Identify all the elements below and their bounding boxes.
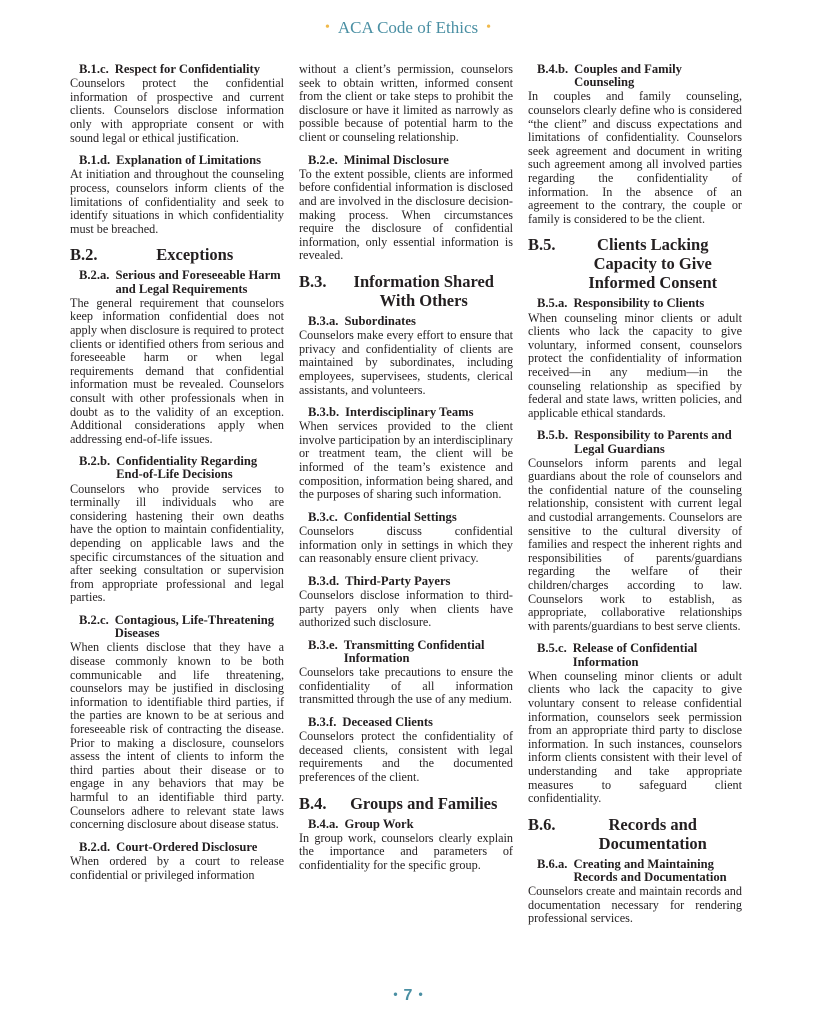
section-title: Responsibility to Clients: [573, 296, 705, 311]
subsection-heading: [308, 716, 513, 729]
section-title: Confidentiality Regarding End-of-Life Decisions: [116, 454, 258, 482]
body-paragraph: When counseling minor clients or adult clients who lack the capacity to give voluntary, informed consent, counselors protect the confidentiality of information received—in any medium—in the counseling relationship as specified by federal and state laws, written policies, and applicable ethical standards.: [528, 310, 742, 420]
section-title: Contagious, Life-Threatening Diseases: [114, 613, 275, 641]
section-title: Interdisciplinary Teams: [345, 405, 474, 420]
section-title: Subordinates: [344, 313, 416, 328]
subsection-heading: [537, 63, 742, 89]
body-paragraph: When services provided to the client involve participation by an interdisciplinary or treatment team, the client will be informed of the team’s existence and composition, information being shared, and the purposes of sharing such information.: [299, 419, 513, 502]
section-code: B.5.: [528, 235, 556, 255]
section-code: B.2.c.: [79, 613, 109, 628]
section-code: B.5.b.: [537, 428, 569, 443]
body-paragraph: Counselors protect the confidential information of prospective and current clients. Counselors disclose information only with appropriate consent or with sound legal or ethical justification.: [70, 76, 284, 145]
subsection-heading: [79, 455, 284, 481]
section-title: Couples and Family Counseling: [574, 62, 682, 90]
section-title: Respect for Confidentiality: [114, 62, 261, 76]
header-title: ACA Code of Ethics: [337, 18, 479, 37]
section-title: Explanation of Limitations: [116, 153, 262, 168]
section-heading: [528, 815, 742, 853]
section-title: Court-Ordered Disclosure: [116, 839, 258, 854]
column-2: [299, 63, 513, 882]
column-3: [528, 63, 742, 935]
section-heading: [299, 272, 513, 310]
section-title: Release of Confidential Information: [572, 641, 698, 669]
section-title: Records and Documentation: [598, 814, 707, 853]
body-paragraph: Counselors discuss confidential information only in settings in which they can reasonably ensure client privacy.: [299, 524, 513, 566]
subsection-heading: [308, 511, 513, 524]
subsection-heading: [79, 154, 284, 167]
body-paragraph: Counselors protect the confidentiality of deceased clients, consistent with legal requirements and the documented preferences of the client.: [299, 729, 513, 784]
body-paragraph: Counselors who provide services to terminally ill individuals who are considering hastening their own deaths have the option to maintain confidentiality, depending on applicable laws and the specific circumstances of the situation and after seeking consultation or supervision from appropriate professional and legal parties.: [70, 481, 284, 605]
body-paragraph: When ordered by a court to release confidential or privileged information: [70, 853, 284, 882]
subsection-heading: [537, 858, 742, 884]
section-code: B.2.e.: [308, 152, 338, 167]
body-paragraph: Counselors make every effort to ensure that privacy and confidentiality of clients are maintained by subordinates, including employees, supervisees, students, clerical assistants, and volunteers.: [299, 328, 513, 397]
subsection-heading: [79, 63, 284, 76]
section-title: Serious and Foreseeable Harm and Legal Requirements: [115, 268, 281, 296]
section-code: B.4.a.: [308, 816, 339, 831]
body-paragraph: The general requirement that counselors keep information confidential does not apply when disclosure is required to protect clients or identified others from serious and foreseeable harm or when legal requirements demand that confidential information must be revealed. Counselors consult with other professionals when in doubt as to the validity of an exception. Additional considerations apply when addressing end-of-life issues.: [70, 295, 284, 446]
section-code: B.1.c.: [79, 62, 109, 76]
section-code: B.2.a.: [79, 268, 110, 283]
bullet-icon: •: [486, 20, 492, 35]
section-heading: [70, 245, 284, 264]
section-title: Minimal Disclosure: [343, 152, 449, 167]
section-code: B.2.: [70, 245, 98, 265]
section-code: B.3.a.: [308, 313, 339, 328]
body-paragraph: Counselors take precautions to ensure the confidentiality of all information transmitted through the use of any medium.: [299, 665, 513, 707]
section-title: Transmitting Confidential Information: [343, 637, 485, 666]
section-title: Information Shared With Others: [353, 271, 494, 310]
body-paragraph: Counselors inform parents and legal guardians about the role of counselors and the confidential nature of the counseling relationship, consistent with current legal and custodial arrangements. Counselors are sensitive to the cultural diversity of families and respect the inherent rights and responsibilities of parents/guardians regarding the welfare of their children/charges according to law. Counselors work to establish, as appropriate, collaborative relationships with parents/guardians to best serve clients.: [528, 455, 742, 633]
subsection-heading: [308, 575, 513, 588]
section-code: B.3.f.: [308, 715, 337, 730]
section-code: B.1.d.: [79, 153, 111, 168]
section-title: Confidential Settings: [343, 509, 457, 524]
section-title: Responsibility to Parents and Legal Guardians: [574, 428, 732, 456]
section-code: B.3.e.: [308, 637, 338, 652]
section-code: B.3.b.: [308, 405, 340, 420]
subsection-heading: [79, 269, 284, 295]
section-title: Group Work: [344, 816, 414, 831]
body-paragraph: without a client’s permission, counselors seek to obtain written, informed consent from the client or take steps to prohibit the disclosure or have it limited as narrowly as possible because of potential harm to the client or counseling relationship.: [299, 62, 513, 144]
section-code: B.3.d.: [308, 573, 340, 588]
subsection-heading: [308, 406, 513, 419]
section-title: Deceased Clients: [342, 715, 433, 730]
body-paragraph: In group work, counselors clearly explain the importance and parameters of confidentiality for the specific group.: [299, 830, 513, 872]
bullet-icon: •: [418, 987, 423, 1001]
body-paragraph: When counseling minor clients or adult clients who lack the capacity to give voluntary consent to release confidential information, counselors seek permission from an appropriate third party to disclose information. In such instances, counselors inform clients consistent with their level of understanding and take appropriate measures to safeguard client confidentiality.: [528, 668, 742, 806]
subsection-heading: [537, 297, 742, 310]
running-header: [0, 18, 816, 38]
section-code: B.5.c.: [537, 641, 567, 656]
subsection-heading: [537, 642, 742, 668]
body-paragraph: Counselors create and maintain records and documentation necessary for rendering professional services.: [528, 884, 742, 926]
bullet-icon: •: [324, 20, 330, 35]
section-title: Groups and Families: [350, 793, 498, 813]
section-code: B.6.: [528, 814, 556, 834]
subsection-heading: [308, 315, 513, 328]
bullet-icon: •: [393, 987, 398, 1001]
section-title: Third-Party Payers: [345, 573, 451, 588]
body-paragraph: In couples and family counseling, counselors clearly define who is considered “the client” and discuss expectations and limitations of confidentiality. Counselors seek agreement and document in writing such agreement among all involved parties regarding the confidentiality of information. In the absence of an agreement to the contrary, the couple or family is considered to be the client.: [528, 89, 742, 226]
column-1: [70, 63, 284, 891]
section-code: B.4.: [299, 793, 327, 813]
section-heading: [299, 794, 513, 813]
section-title: Clients Lacking Capacity to Give Informed Consent: [588, 235, 718, 293]
section-code: B.2.b.: [79, 454, 111, 469]
body-paragraph: At initiation and throughout the counseling process, counselors inform clients of the limitations of confidentiality and seek to identify situations in which confidentiality must be breached.: [70, 167, 284, 236]
section-code: B.3.c.: [308, 509, 338, 524]
subsection-heading: [537, 429, 742, 455]
section-code: B.4.b.: [537, 62, 569, 76]
section-heading: [528, 235, 742, 292]
page-footer: [0, 987, 816, 1005]
body-paragraph: When clients disclose that they have a disease commonly known to be both communicable and life threatening, counselors may be justified in disclosing information to identifiable third parties, if the parties are known to be at serious and foreseeable risk of contracting the disease. Prior to making a disclosure, counselors assess the intent of clients to inform the third parties about their disease or to engage in any behaviors that may be harmful to an identifiable third party. Counselors adhere to relevant state laws concerning disclosure about disease status.: [70, 640, 284, 832]
subsection-heading: [79, 841, 284, 854]
page-number: 7: [403, 987, 413, 1004]
body-paragraph: To the extent possible, clients are informed before confidential information is disclosed and are involved in the disclosure decision-making process. When circumstances require the disclosure of confidential information, only essential information is revealed.: [299, 166, 513, 263]
body-paragraph: Counselors disclose information to third-party payers only when clients have authorized such disclosure.: [299, 588, 513, 630]
subsection-heading: [308, 818, 513, 831]
subsection-heading: [308, 639, 513, 665]
section-title: Exceptions: [156, 245, 234, 265]
section-code: B.5.a.: [537, 296, 568, 311]
subsection-heading: [79, 614, 284, 640]
section-code: B.2.d.: [79, 839, 111, 854]
section-title: Creating and Maintaining Records and Documentation: [573, 856, 727, 884]
section-code: B.3.: [299, 271, 327, 291]
section-code: B.6.a.: [537, 856, 568, 871]
subsection-heading: [308, 154, 513, 167]
